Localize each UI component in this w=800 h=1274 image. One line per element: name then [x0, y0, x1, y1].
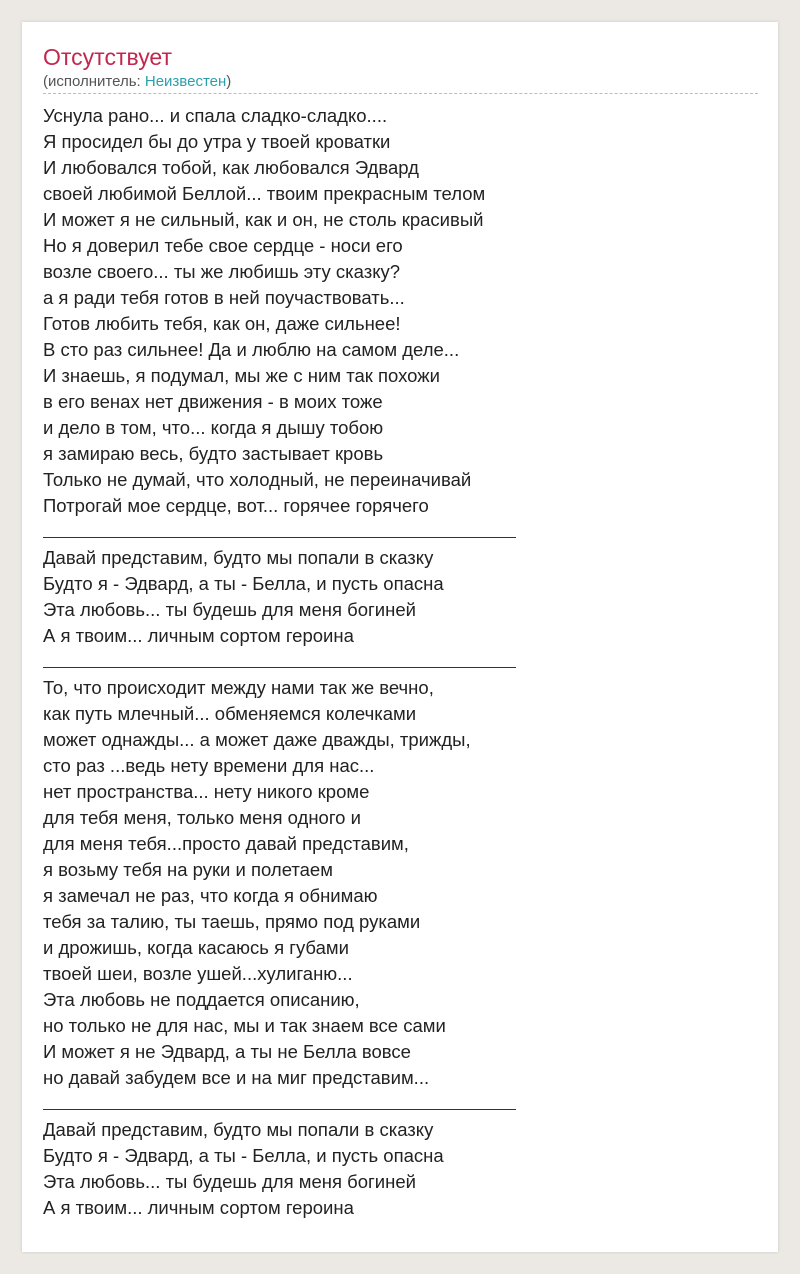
header-divider [43, 93, 758, 94]
lyric-line: я замечал не раз, что когда я обнимаю [43, 885, 378, 906]
section-separator [43, 519, 743, 545]
lyric-line: сто раз ...ведь нету времени для нас... [43, 755, 375, 776]
lyric-line: своей любимой Беллой... твоим прекрасным телом [43, 183, 486, 204]
lyric-line: для тебя меня, только меня одного и [43, 807, 361, 828]
artist-suffix: ) [226, 73, 232, 90]
lyric-line: Потрогай мое сердце, вот... горячее горячего [43, 495, 429, 516]
lyric-line: я замираю весь, будто застывает кровь [43, 443, 384, 464]
lyric-line: в его венах нет движения - в моих тоже [43, 391, 383, 412]
lyric-line: Но я доверил тебе свое сердце - носи его [43, 235, 403, 256]
lyric-line: и дрожишь, когда касаюсь я губами [43, 937, 349, 958]
lyrics-body [43, 103, 743, 1221]
lyric-line: Только не думай, что холодный, не переиначивай [43, 469, 472, 490]
lyric-line: тебя за талию, ты таешь, прямо под руками [43, 911, 421, 932]
lyric-line: как путь млечный... обменяемся колечками [43, 703, 417, 724]
lyric-line: для меня тебя...просто давай представим, [43, 833, 409, 854]
lyric-line: Давай представим, будто мы попали в сказку [43, 547, 434, 568]
lyric-line: Готов любить тебя, как он, даже сильнее! [43, 313, 401, 334]
lyric-line: А я твоим... личным сортом героина [43, 625, 354, 646]
lyric-line: И любовался тобой, как любовался Эдвард [43, 157, 419, 178]
lyric-line: Давай представим, будто мы попали в сказку [43, 1119, 434, 1140]
lyric-line: Уснула рано... и спала сладко-сладко.... [43, 105, 388, 126]
lyric-line: но давай забудем все и на миг представим... [43, 1067, 430, 1088]
lyric-line: Я просидел бы до утра у твоей кроватки [43, 131, 391, 152]
lyric-line: И может я не сильный, как и он, не столь красивый [43, 209, 484, 230]
lyric-line: нет пространства... нету никого кроме [43, 781, 370, 802]
lyric-line: возле своего... ты же любишь эту сказку? [43, 261, 401, 282]
lyric-line: а я ради тебя готов в ней поучаствовать... [43, 287, 405, 308]
lyric-line: В сто раз сильнее! Да и люблю на самом деле... [43, 339, 460, 360]
lyric-line: И может я не Эдвард, а ты не Белла вовсе [43, 1041, 411, 1062]
lyric-line: Эта любовь... ты будешь для меня богиней [43, 599, 416, 620]
lyric-line: и дело в том, что... когда я дышу тобою [43, 417, 384, 438]
lyric-line: Будто я - Эдвард, а ты - Белла, и пусть опасна [43, 1145, 444, 1166]
lyric-line: я возьму тебя на руки и полетаем [43, 859, 333, 880]
artist-line [43, 73, 231, 91]
lyric-line: Эта любовь не поддается описанию, [43, 989, 360, 1010]
lyric-line: твоей шеи, возле ушей...хулиганю... [43, 963, 353, 984]
section-separator [43, 649, 743, 675]
lyric-line: И знаешь, я подумал, мы же с ним так похожи [43, 365, 440, 386]
artist-prefix: (исполнитель: [43, 73, 145, 90]
section-separator [43, 1091, 743, 1117]
artist-link[interactable]: Неизвестен [144, 73, 227, 90]
song-title: Отсутствует [43, 44, 172, 70]
lyric-line: но только не для нас, мы и так знаем все сами [43, 1015, 446, 1036]
lyrics-card [22, 22, 778, 1252]
lyric-line: может однажды... а может даже дважды, трижды, [43, 729, 471, 750]
lyric-line: Будто я - Эдвард, а ты - Белла, и пусть опасна [43, 573, 444, 594]
lyric-line: Эта любовь... ты будешь для меня богиней [43, 1171, 416, 1192]
lyric-line: То, что происходит между нами так же вечно, [43, 677, 434, 698]
lyric-line: А я твоим... личным сортом героина [43, 1197, 354, 1218]
